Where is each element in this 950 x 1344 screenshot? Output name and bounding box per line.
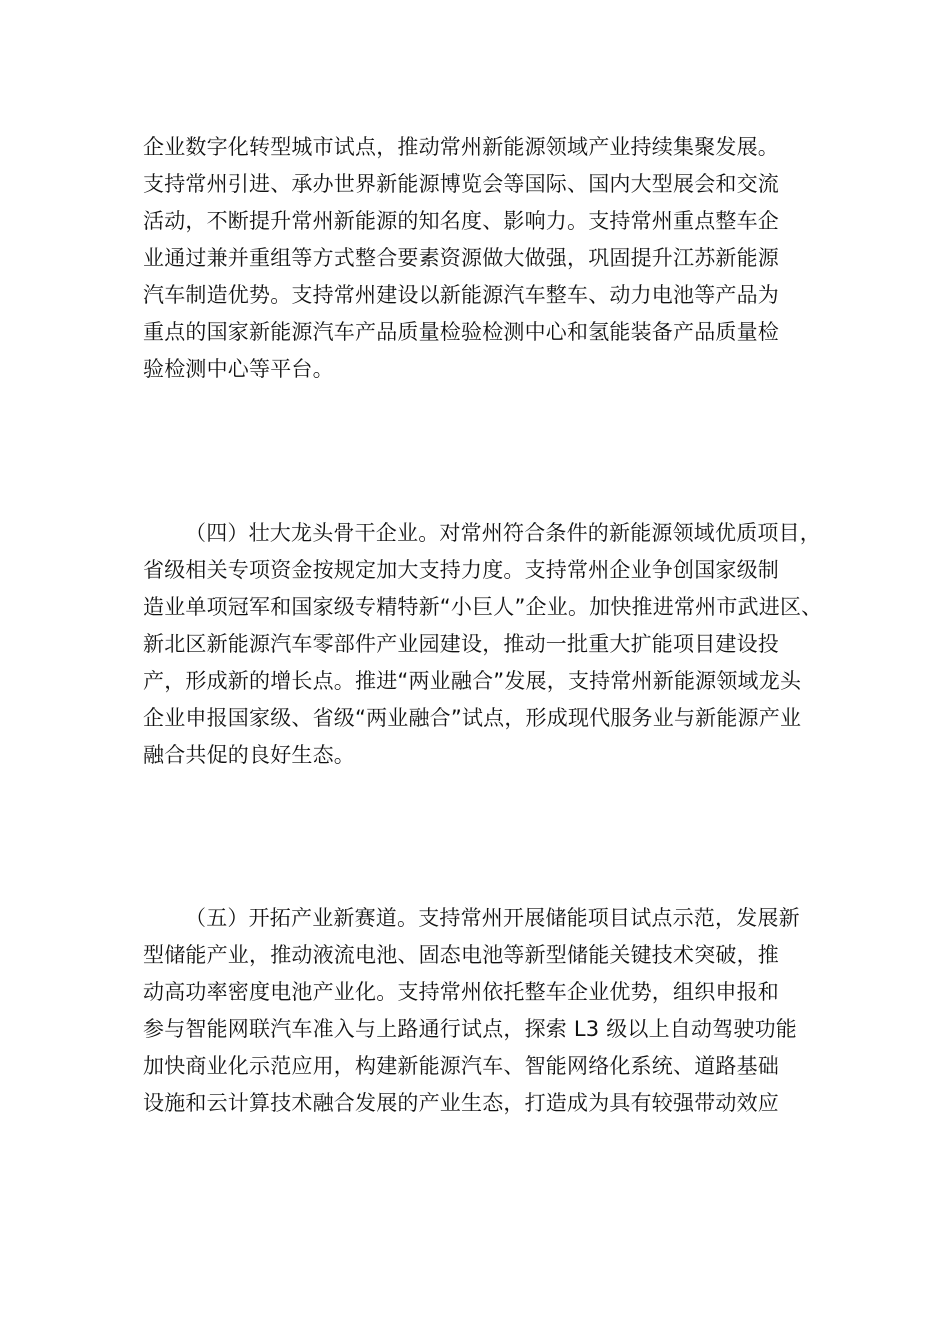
text-line: 企业数字化转型城市试点，推动常州新能源领域产业持续集聚发展。 (143, 135, 779, 159)
text-line: 造业单项冠军和国家级专精特新“小巨人”企业。加快推进常州市武进区、 (143, 595, 823, 619)
text-line: 企业申报国家级、省级“两业融合”试点，形成现代服务业与新能源产业 (143, 706, 802, 730)
text-line: 省级相关专项资金按规定加大支持力度。支持常州企业争创国家级制 (143, 558, 779, 582)
text-line: 汽车制造优势。支持常州建设以新能源汽车整车、动力电池等产品为 (143, 283, 779, 307)
text-line: 业通过兼并重组等方式整合要素资源做大做强，巩固提升江苏新能源 (143, 246, 779, 270)
text-line: 新北区新能源汽车零部件产业园建设，推动一批重大扩能项目建设投 (143, 632, 779, 656)
text-line: 融合共促的良好生态。 (143, 743, 355, 767)
text-line-heading: （四）壮大龙头骨干企业。对常州符合条件的新能源领域优质项目， (185, 521, 821, 545)
text-line: 验检测中心等平台。 (143, 357, 334, 381)
text-line: 活动，不断提升常州新能源的知名度、影响力。支持常州重点整车企 (143, 209, 779, 233)
text-line: 参与智能网联汽车准入与上路通行试点，探索 L3 级以上自动驾驶功能 (143, 1017, 798, 1041)
paragraph-digital-transformation (143, 129, 823, 388)
paragraph-section-four (143, 515, 823, 774)
text-line: 产，形成新的增长点。推进“两业融合”发展，支持常州新能源领域龙头 (143, 669, 802, 693)
text-line: 支持常州引进、承办世界新能源博览会等国际、国内大型展会和交流 (143, 172, 779, 196)
text-line: 型储能产业，推动液流电池、固态电池等新型储能关键技术突破，推 (143, 943, 779, 967)
text-line-heading: （五）开拓产业新赛道。支持常州开展储能项目试点示范，发展新 (185, 906, 800, 930)
text-line: 加快商业化示范应用，构建新能源汽车、智能网络化系统、道路基础 (143, 1054, 779, 1078)
text-line: 设施和云计算技术融合发展的产业生态，打造成为具有较强带动效应 (143, 1091, 779, 1115)
text-line: 重点的国家新能源汽车产品质量检验检测中心和氢能装备产品质量检 (143, 320, 779, 344)
text-line: 动高功率密度电池产业化。支持常州依托整车企业优势，组织申报和 (143, 980, 779, 1004)
paragraph-section-five (143, 900, 823, 1122)
